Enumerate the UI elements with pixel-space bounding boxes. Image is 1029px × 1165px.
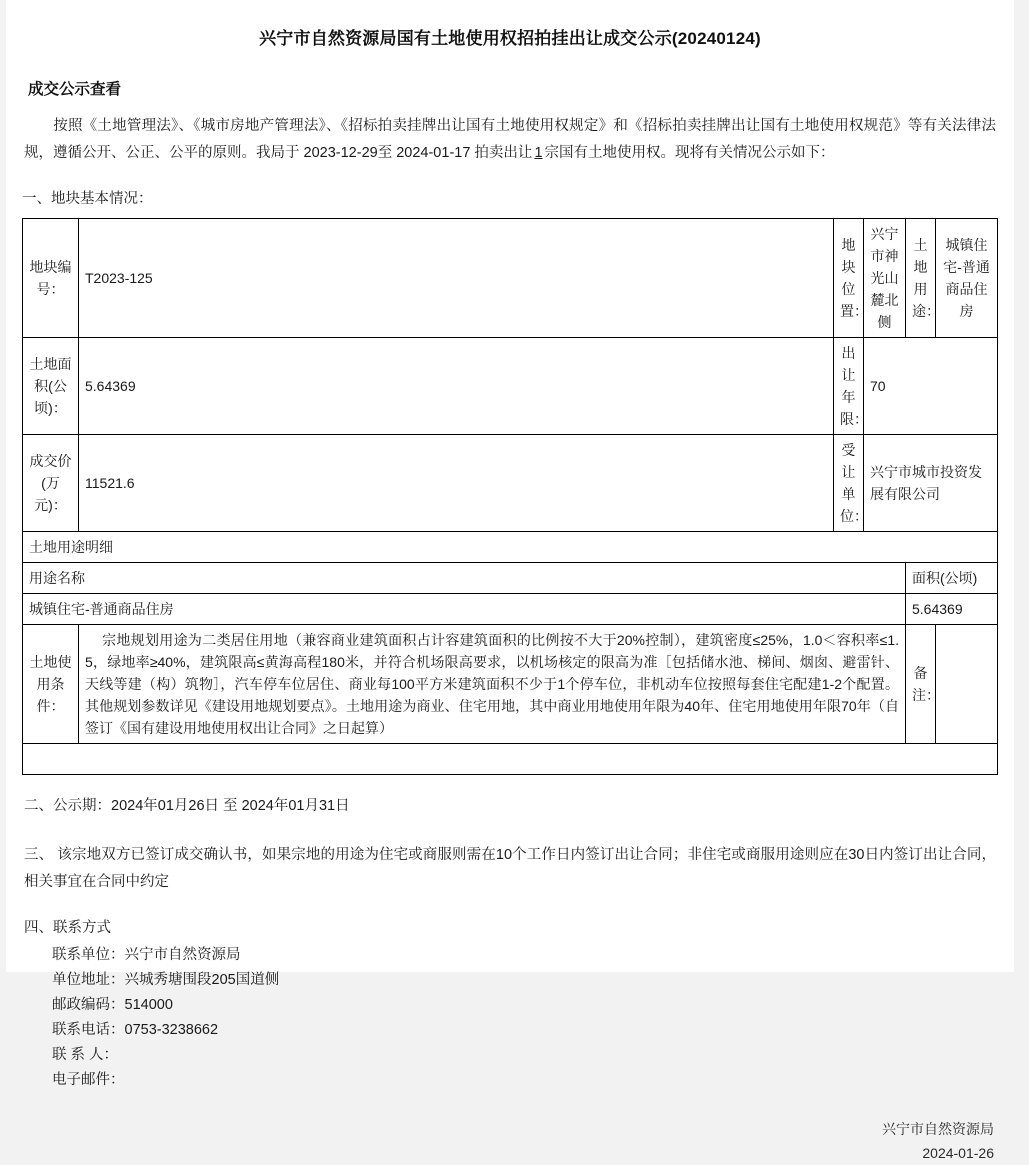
- value-transfer-years: 70: [864, 338, 998, 435]
- signature-block: [6, 1117, 1014, 1165]
- value-price: 11521.6: [79, 435, 834, 532]
- table-row-area: [23, 338, 998, 435]
- contact-label-unit: 联系单位：: [52, 947, 125, 963]
- table-row-spacer: [23, 744, 998, 775]
- table-row-use-name-value: [23, 594, 998, 625]
- label-use-detail-header: 土地用途明细: [23, 532, 998, 563]
- label-area: 土地面积(公顷)：: [23, 338, 79, 435]
- section-one-heading: 一、地块基本情况：: [22, 191, 153, 207]
- page-title: 兴宁市自然资源局国有土地使用权招拍挂出让成交公示(20240124): [259, 29, 761, 48]
- table-row-use-conditions: [23, 625, 998, 744]
- section-two-paragraph: 二、公示期：2024年01月26日 至 2024年01月31日: [24, 798, 350, 814]
- document-page: [6, 0, 1014, 1161]
- contact-row-person: [52, 1043, 1014, 1068]
- value-land-use: 城镇住宅-普通商品住房: [936, 219, 998, 338]
- intro-text-part2: 宗国有土地使用权。现将有关情况公示如下：: [544, 145, 835, 161]
- label-location: 地块位置：: [834, 219, 864, 338]
- value-use-conditions: 宗地规划用途为二类居住用地（兼容商业建筑面积占计容建筑面积的比例按不大于20%控制），建筑密度≤25%，1.0＜容积率≤1.5，绿地率≥40%，建筑限高≤黄海高程180米，并符合机场限高要求，以机场核定的限高为准［包括储水池、梯间、烟囱、避雷针、天线等建（构）筑物］，汽车停车位居住、商业每100平方米建筑面积不少于1个停车位，非机动车位按照每套住宅配建1-2个配置。其他规划参数详见《建设用地规划要点》。土地用途为商业、住宅用地，其中商业用地使用年限为40年、住宅用地使用年限70年（自签订《国有建设用地使用权出让合同》之日起算）: [79, 625, 906, 744]
- contact-row-phone: [52, 1018, 1014, 1043]
- table-row-price: [23, 435, 998, 532]
- intro-text-part1: 按照《土地管理法》、《城市房地产管理法》、《招标拍卖挂牌出让国有土地使用权规定》和《招标拍卖挂牌出让国有土地使用权规范》等有关法律法规，遵循公开、公正、公平的原则。我局于 2023-12-29至 2024-01-17 拍卖出让: [24, 118, 996, 161]
- contact-value-unit: 兴宁市自然资源局: [124, 947, 241, 963]
- contact-value-address: 兴城秀塘围段205国道侧: [124, 972, 280, 988]
- section-four-heading: 四、联系方式: [24, 920, 111, 936]
- contact-value-postcode: 514000: [124, 997, 173, 1013]
- contact-row-email: [52, 1068, 1014, 1093]
- table-row-use-detail-header: [23, 532, 998, 563]
- label-transfer-years: 出让年限：: [834, 338, 864, 435]
- label-area-header: 面积(公顷): [906, 563, 998, 594]
- label-price: 成交价(万元)：: [23, 435, 79, 532]
- label-parcel-no: 地块编号：: [23, 219, 79, 338]
- signature-date: 2024-01-26: [922, 1145, 994, 1161]
- signature-org: 兴宁市自然资源局: [882, 1121, 994, 1137]
- value-transferee: 兴宁市城市投资发展有限公司: [864, 435, 998, 532]
- label-transferee: 受让单位：: [834, 435, 864, 532]
- parcel-info-table: [22, 218, 998, 775]
- intro-paragraph: [24, 113, 996, 167]
- contact-label-postcode: 邮政编码：: [52, 997, 125, 1013]
- section-heading: 成交公示查看: [28, 81, 122, 98]
- contact-value-phone: 0753-3238662: [124, 1022, 219, 1038]
- spacer-cell: [23, 744, 998, 775]
- label-land-use: 土地用途：: [906, 219, 936, 338]
- label-use-name-header: 用途名称: [23, 563, 906, 594]
- label-remarks: 备注：: [906, 625, 936, 744]
- contact-label-phone: 联系电话：: [52, 1022, 125, 1038]
- value-remarks: [936, 625, 998, 744]
- table-row-parcel-no: [23, 219, 998, 338]
- value-parcel-no: T2023-125: [79, 219, 834, 338]
- value-use-area: 5.64369: [906, 594, 998, 625]
- contact-label-email: 电子邮件：: [52, 1072, 125, 1088]
- value-use-name: 城镇住宅-普通商品住房: [23, 594, 906, 625]
- value-location: 兴宁市神光山麓北侧: [864, 219, 906, 338]
- contact-label-address: 单位地址：: [52, 972, 125, 988]
- label-use-conditions: 土地使用条件：: [23, 625, 79, 744]
- table-row-use-name-header: [23, 563, 998, 594]
- contact-section: [24, 916, 1014, 1093]
- section-three-paragraph: 三、 该宗地双方已签订成交确认书，如果宗地的用途为住宅或商服则需在10个工作日内签订出让合同；非住宅或商服用途则应在30日内签订出让合同，相关事宜在合同中约定: [24, 847, 996, 890]
- value-area: 5.64369: [79, 338, 834, 435]
- parcel-count-value: 1: [534, 145, 543, 161]
- contact-label-person: 联 系 人：: [52, 1047, 119, 1063]
- contact-row-unit: [52, 943, 1014, 968]
- contact-row-postcode: [52, 993, 1014, 1018]
